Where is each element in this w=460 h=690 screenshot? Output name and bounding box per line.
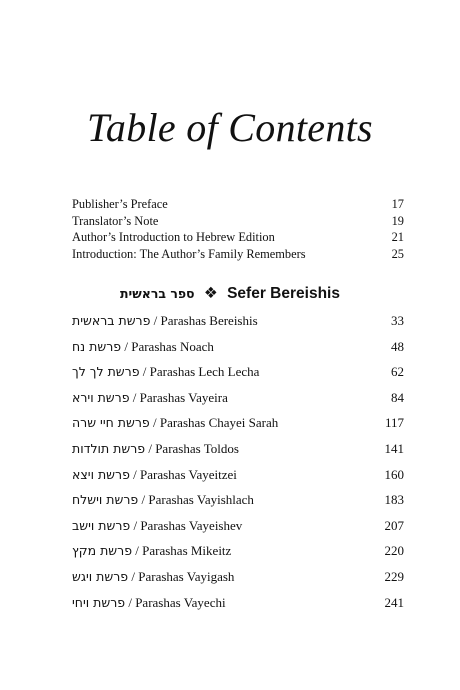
parashas-title bbox=[72, 339, 214, 355]
title-separator: / bbox=[121, 338, 132, 354]
title-separator: / bbox=[128, 568, 139, 584]
parashas-page: 117 bbox=[384, 415, 404, 431]
front-matter-item[interactable] bbox=[72, 213, 404, 230]
parashas-item[interactable] bbox=[72, 364, 404, 390]
parashas-hebrew: פרשת וישלח bbox=[72, 492, 139, 508]
title-separator: / bbox=[130, 517, 141, 533]
front-matter-item[interactable] bbox=[72, 196, 404, 213]
parashas-title bbox=[72, 543, 231, 559]
parashas-hebrew: פרשת תולדות bbox=[72, 440, 146, 456]
parashas-page: 84 bbox=[391, 389, 404, 405]
parashas-hebrew: פרשת ויצא bbox=[72, 466, 130, 482]
section-heading bbox=[0, 286, 460, 302]
title-separator: / bbox=[138, 492, 149, 508]
parashas-item[interactable] bbox=[72, 569, 404, 595]
parashas-hebrew: פרשת ויחי bbox=[72, 594, 126, 610]
parashas-item[interactable] bbox=[72, 492, 404, 518]
front-matter-item[interactable] bbox=[72, 229, 404, 246]
front-matter-item[interactable] bbox=[72, 246, 404, 263]
parashas-title bbox=[72, 518, 242, 534]
title-separator: / bbox=[149, 415, 160, 431]
section-hebrew: ספר בראשית bbox=[120, 286, 195, 301]
parashas-title bbox=[72, 467, 237, 483]
parashas-english: Parashas Chayei Sarah bbox=[159, 415, 279, 431]
title-separator: / bbox=[150, 313, 161, 328]
front-matter-page: 19 bbox=[391, 213, 404, 228]
parashas-item[interactable] bbox=[72, 415, 404, 441]
page-title: Table of Contents bbox=[87, 105, 373, 150]
parashas-title bbox=[72, 390, 228, 406]
parashas-hebrew: פרשת ויגש bbox=[72, 568, 129, 584]
parashas-item[interactable] bbox=[72, 518, 404, 544]
parashas-page: 229 bbox=[384, 568, 404, 584]
parashas-english: Parashas Mikeitz bbox=[142, 543, 232, 559]
parashas-page: 207 bbox=[384, 517, 404, 533]
parashas-hebrew: פרשת מקץ bbox=[72, 543, 133, 559]
parashas-page: 160 bbox=[384, 466, 404, 482]
parashas-title bbox=[72, 492, 254, 508]
title-separator: / bbox=[129, 389, 140, 405]
front-matter-page: 21 bbox=[391, 230, 404, 244]
diamond-ornament-icon: ❖ bbox=[203, 285, 218, 302]
title-separator: / bbox=[129, 466, 141, 482]
front-matter-page: 25 bbox=[391, 246, 404, 261]
parashas-english: Parashas Toldos bbox=[155, 440, 239, 456]
front-matter-label: Author’s Introduction to Hebrew Edition bbox=[72, 230, 275, 244]
parashas-hebrew: פרשת נח bbox=[72, 338, 122, 354]
parashas-page: 241 bbox=[384, 594, 404, 610]
parashas-page: 33 bbox=[391, 313, 404, 328]
parashas-english: Parashas Bereishis bbox=[160, 313, 258, 328]
parashas-item[interactable] bbox=[72, 595, 404, 621]
parashas-title bbox=[72, 595, 226, 611]
parashas-title bbox=[72, 364, 259, 380]
parashas-hebrew: פרשת בראשית bbox=[72, 313, 151, 328]
section-english: Sefer Bereishis bbox=[227, 285, 340, 302]
parashas-list bbox=[72, 313, 404, 620]
front-matter-label: Publisher’s Preface bbox=[72, 197, 168, 211]
parashas-page: 62 bbox=[391, 364, 404, 380]
parashas-hebrew: פרשת וירא bbox=[72, 389, 130, 405]
parashas-english: Parashas Vayishlach bbox=[148, 492, 254, 508]
parashas-hebrew: פרשת לך לך bbox=[72, 364, 140, 380]
title-separator: / bbox=[139, 364, 150, 380]
parashas-english: Parashas Lech Lecha bbox=[149, 364, 260, 380]
parashas-english: Parashas Vayeira bbox=[139, 389, 228, 405]
parashas-english: Parashas Vayechi bbox=[135, 594, 226, 610]
parashas-english: Parashas Vayeishev bbox=[140, 517, 243, 533]
title-separator: / bbox=[125, 594, 136, 610]
parashas-title bbox=[72, 569, 234, 585]
parashas-item[interactable] bbox=[72, 390, 404, 416]
title-separator: / bbox=[145, 440, 156, 456]
front-matter-label: Translator’s Note bbox=[72, 213, 159, 228]
parashas-item[interactable] bbox=[72, 339, 404, 365]
parashas-english: Parashas Vayigash bbox=[138, 568, 235, 584]
parashas-item[interactable] bbox=[72, 441, 404, 467]
front-matter-list bbox=[72, 196, 404, 262]
front-matter-page: 17 bbox=[391, 197, 404, 211]
parashas-hebrew: פרשת חיי שרה bbox=[72, 415, 150, 431]
parashas-page: 48 bbox=[391, 338, 404, 354]
parashas-page: 141 bbox=[384, 440, 404, 456]
parashas-english: Parashas Vayeitzei bbox=[140, 466, 237, 482]
parashas-title bbox=[72, 415, 278, 431]
front-matter-label: Introduction: The Author’s Family Remembers bbox=[72, 246, 306, 261]
parashas-page: 220 bbox=[384, 543, 404, 559]
parashas-english: Parashas Noach bbox=[131, 338, 214, 354]
parashas-hebrew: פרשת וישב bbox=[72, 517, 131, 533]
parashas-item[interactable] bbox=[72, 313, 404, 339]
parashas-item[interactable] bbox=[72, 467, 404, 493]
parashas-item[interactable] bbox=[72, 543, 404, 569]
title-separator: / bbox=[132, 543, 143, 559]
parashas-page: 183 bbox=[384, 492, 404, 508]
parashas-title bbox=[72, 313, 258, 329]
parashas-title bbox=[72, 441, 239, 457]
